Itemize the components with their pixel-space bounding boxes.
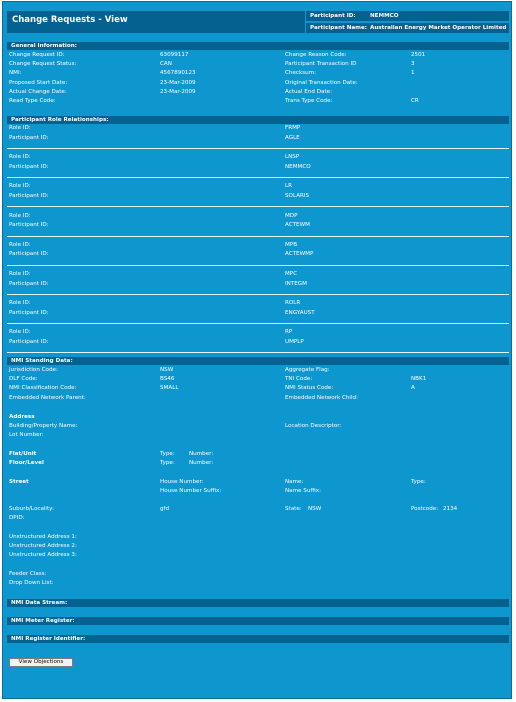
floor-number-label: Number:: [189, 460, 214, 466]
standing-left-label: DLF Code:: [9, 376, 38, 383]
role-id-label: Role ID:: [9, 212, 31, 219]
view-objections-button[interactable]: View Objections: [9, 658, 73, 667]
role-participant-value: ENGYAUST: [285, 309, 315, 316]
page-frame: [2, 1, 512, 699]
general-left-label: NMI:: [9, 70, 22, 77]
postcode-label: Postcode:: [411, 506, 439, 512]
flat-number-label: Number:: [189, 451, 214, 457]
role-participant-value: INTEGM: [285, 280, 307, 287]
page-title: Change Requests - View: [12, 15, 128, 25]
standing-left-value: NSW: [160, 367, 174, 373]
role-divider: [7, 294, 509, 295]
nmi-register-identifier-header: [7, 635, 509, 643]
general-left-value: 23-Mar-2009: [160, 88, 196, 95]
role-id-value: ROLR: [285, 300, 301, 307]
role-divider: [7, 177, 509, 178]
nmi-standing-data-header: [7, 357, 509, 365]
location-descriptor-label: Location Descriptor:: [285, 423, 342, 429]
street-name-suffix-label: Name Suffix:: [285, 488, 321, 494]
nmi-meter-register-title: NMI Meter Register:: [11, 617, 75, 624]
role-id-label: Role ID:: [9, 271, 31, 277]
participant-name-label: Participant Name:: [310, 24, 368, 31]
nmi-meter-register-header: [7, 617, 509, 625]
participant-name-cell: [306, 23, 509, 33]
standing-left-value: SMALL: [160, 385, 179, 392]
role-id-label: Role ID:: [9, 329, 31, 336]
flat-unit-label: Flat/Unit: [9, 451, 37, 457]
street-label: Street: [9, 479, 29, 485]
role-id-label: Role ID:: [9, 154, 31, 161]
participant-name-value: Australian Energy Market Operator Limited: [370, 24, 507, 31]
standing-left-label: Jurisdiction Code:: [9, 367, 58, 373]
role-divider: [7, 148, 509, 149]
general-left-value: 23-Mar-2009: [160, 79, 196, 86]
lot-number-label: Lot Number:: [9, 432, 44, 438]
role-id-value: MPC: [285, 271, 298, 277]
suburb-label: Suburb/Locality:: [9, 506, 54, 512]
role-participant-label: Participant ID:: [9, 163, 49, 170]
feeder-class-label: Feeder Class:: [9, 571, 47, 577]
role-id-value: RP: [285, 329, 293, 336]
general-right-label: Checksum:: [285, 70, 317, 77]
suburb-value: gfd: [160, 506, 170, 512]
general-right-value: 3: [411, 61, 415, 68]
nmi-standing-data-title: NMI Standing Data:: [11, 357, 73, 364]
role-id-value: MPB: [285, 241, 298, 248]
general-left-value: 63099117: [160, 52, 189, 58]
participant-id-label: Participant ID:: [310, 12, 356, 19]
standing-right-value: A: [411, 385, 415, 392]
role-participant-value: SOLARIS: [285, 192, 310, 199]
participant-id-value: NEMMCO: [370, 12, 399, 19]
postcode-value: 2134: [443, 506, 458, 512]
standing-right-label: TNI Code:: [285, 376, 313, 383]
unstructured-address-1-label: Unstructured Address 1:: [9, 534, 77, 540]
street-name-label: Name:: [285, 479, 304, 485]
address-heading: Address: [9, 414, 35, 420]
standing-left-label: NMI Classification Code:: [9, 385, 77, 392]
participant-roles-title: Participant Role Relationships:: [11, 116, 109, 123]
role-participant-label: Participant ID:: [9, 280, 49, 287]
general-right-label: Original Transaction Date:: [285, 79, 358, 86]
general-left-label: Actual Change Date:: [9, 88, 67, 95]
role-participant-label: Participant ID:: [9, 222, 49, 229]
participant-roles-header: [7, 116, 509, 124]
role-divider: [7, 206, 509, 207]
general-left-label: Proposed Start Date:: [9, 79, 68, 86]
standing-left-label: Embedded Network Parent:: [9, 394, 86, 401]
house-number-label: House Number:: [160, 479, 204, 485]
general-left-label: Change Request Status:: [9, 61, 77, 68]
role-id-label: Role ID:: [9, 183, 31, 190]
nmi-register-identifier-title: NMI Register Identifier:: [11, 635, 86, 642]
page-title-bar: [7, 11, 305, 33]
general-right-label: Change Reason Code:: [285, 52, 347, 58]
floor-level-label: Floor/Level: [9, 460, 44, 466]
dpid-label: DPID:: [9, 515, 25, 521]
role-divider: [7, 236, 509, 237]
general-right-value: CR: [411, 98, 419, 104]
general-left-label: Change Request ID:: [9, 52, 65, 58]
general-information-title: General Information:: [11, 42, 77, 49]
role-participant-label: Participant ID:: [9, 309, 49, 316]
standing-right-value: NBK1: [411, 376, 427, 383]
role-participant-label: Participant ID:: [9, 192, 49, 199]
house-number-suffix-label: House Number Suffix:: [160, 488, 222, 494]
building-name-label: Building/Property Name:: [9, 423, 78, 429]
street-type-label: Type:: [411, 479, 426, 485]
general-right-label: Participant Transaction ID: [285, 61, 357, 68]
role-id-label: Role ID:: [9, 125, 31, 131]
general-left-value: CAN: [160, 61, 172, 68]
standing-left-value: BS46: [160, 376, 175, 383]
general-left-value: 4567890123: [160, 70, 196, 77]
role-divider: [7, 265, 509, 266]
floor-type-label: Type:: [160, 460, 175, 466]
standing-right-label: NMI Status Code:: [285, 385, 334, 392]
general-right-value: 1: [411, 70, 415, 77]
role-id-value: MDP: [285, 212, 298, 219]
unstructured-address-3-label: Unstructured Address 3:: [9, 552, 77, 558]
standing-right-label: Aggregate Flag:: [285, 367, 330, 373]
nmi-data-stream-header: [7, 599, 509, 607]
role-participant-value: ACTEWM: [285, 222, 310, 229]
role-id-value: LNSP: [285, 154, 300, 161]
role-participant-label: Participant ID:: [9, 251, 49, 258]
drop-down-list-label: Drop Down List:: [9, 580, 54, 586]
role-participant-value: ACTEWMP: [285, 251, 314, 258]
general-right-label: Trans Type Code:: [285, 98, 333, 104]
standing-right-label: Embedded Network Child:: [285, 394, 358, 401]
role-id-value: FRMP: [285, 125, 301, 131]
role-participant-value: UMPLP: [285, 338, 304, 345]
general-right-value: 2501: [411, 52, 426, 58]
general-information-header: [7, 42, 509, 50]
state-value: NSW: [308, 506, 322, 512]
role-participant-value: NEMMCO: [285, 163, 311, 170]
state-label: State:: [285, 506, 302, 512]
flat-type-label: Type:: [160, 451, 175, 457]
role-id-value: LR: [285, 183, 293, 190]
general-right-label: Actual End Date:: [285, 88, 332, 95]
nmi-data-stream-title: NMI Data Stream:: [11, 599, 68, 606]
participant-id-cell: [306, 11, 509, 21]
role-participant-value: AGLE: [285, 134, 300, 141]
role-id-label: Role ID:: [9, 300, 31, 307]
role-id-label: Role ID:: [9, 241, 31, 248]
role-participant-label: Participant ID:: [9, 338, 49, 345]
role-participant-label: Participant ID:: [9, 134, 49, 141]
unstructured-address-2-label: Unstructured Address 2:: [9, 543, 77, 549]
role-divider: [7, 352, 509, 353]
role-divider: [7, 323, 509, 324]
general-left-label: Read Type Code:: [9, 98, 56, 104]
